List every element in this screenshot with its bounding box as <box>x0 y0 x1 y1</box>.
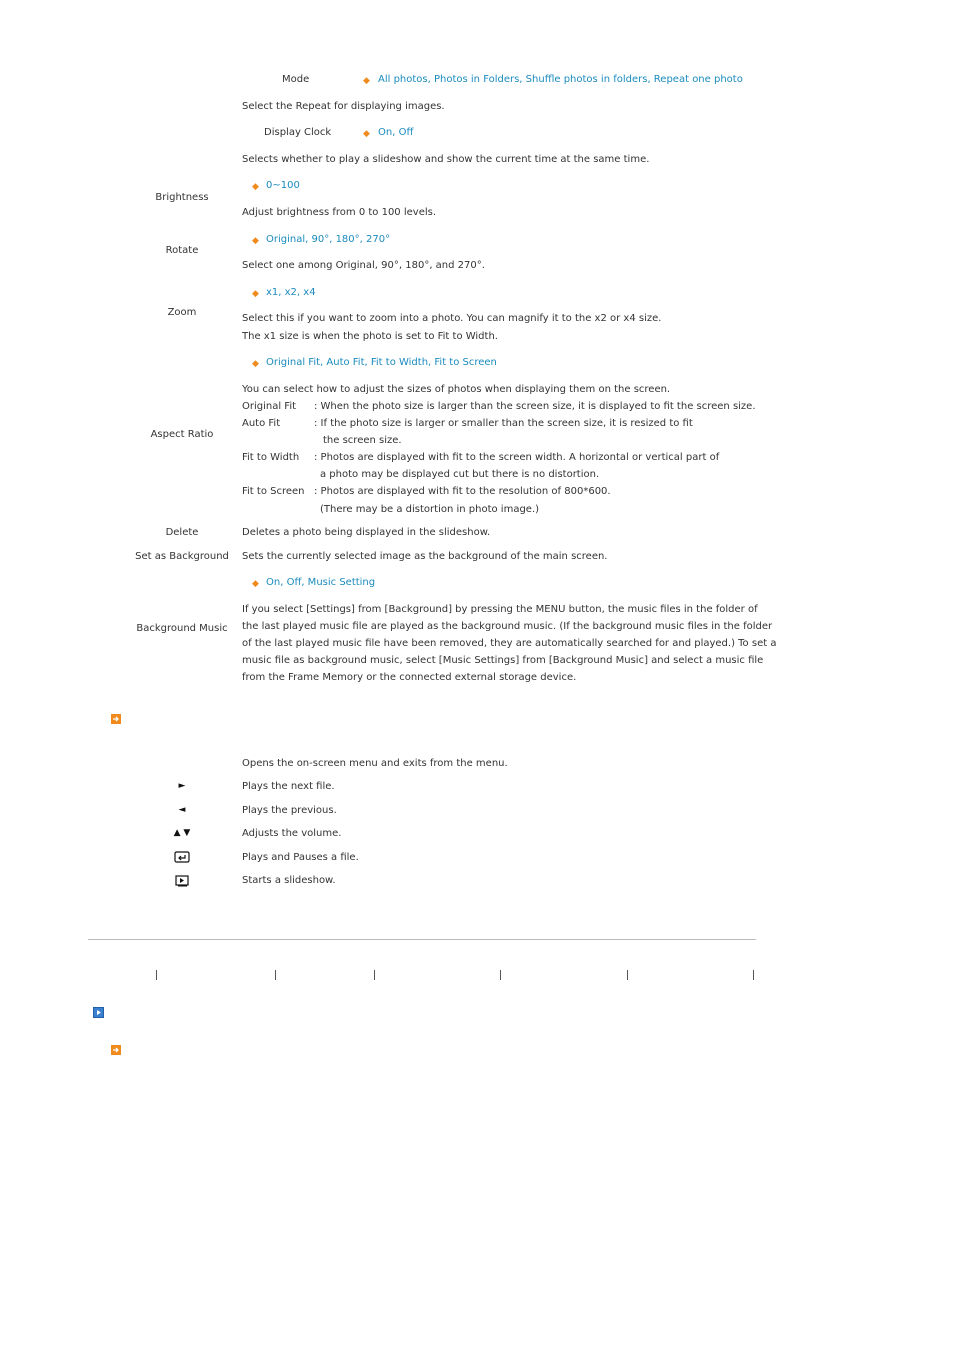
mode-label: Mode <box>282 74 310 85</box>
aspect-ratio-intro: You can select how to adjust the sizes of photos when displaying them on the screen. <box>242 384 671 395</box>
arrow-right-icon[interactable] <box>111 1045 121 1055</box>
nav-separator <box>374 970 375 980</box>
display-clock-description: Selects whether to play a slideshow and show the current time at the same time. <box>242 154 650 165</box>
background-music-label: Background Music <box>136 623 228 634</box>
aspect-term-fit-to-width: Fit to Width <box>242 452 300 463</box>
mode-description: Select the Repeat for displaying images. <box>242 101 445 112</box>
set-as-background-description: Sets the currently selected image as the background of the main screen. <box>242 551 608 562</box>
rotate-options: Original, 90°, 180°, 270° <box>266 234 391 245</box>
delete-description: Deletes a photo being displayed in the slideshow. <box>242 527 491 538</box>
rotate-label: Rotate <box>165 245 199 256</box>
bullet-icon: ◆ <box>252 236 259 246</box>
aspect-desc: : Photos are displayed with fit to the screen width. A horizontal or vertical part of <box>314 452 720 463</box>
previous-button-description: Plays the previous. <box>242 805 337 816</box>
brightness-description: Adjust brightness from 0 to 100 levels. <box>242 207 437 218</box>
background-music-text: If you select [Settings] from [Background] by pressing the MENU button, the music files in the folder of <box>242 604 758 615</box>
background-music-text: of the last played music file have been removed, they are automatically searched for and played.) To set a <box>242 638 777 649</box>
zoom-description-1: Select this if you want to zoom into a photo. You can magnify it to the x2 or x4 size. <box>242 313 662 324</box>
zoom-label: Zoom <box>167 307 197 318</box>
aspect-desc: : Photos are displayed with fit to the resolution of 800*600. <box>314 486 611 497</box>
aspect-desc: the screen size. <box>323 435 402 446</box>
aspect-desc: : When the photo size is larger than the screen size, it is displayed to fit the screen size. <box>314 401 756 412</box>
aspect-term-fit-to-screen: Fit to Screen <box>242 486 305 497</box>
slideshow-button-description: Starts a slideshow. <box>242 875 336 886</box>
nav-separator <box>627 970 628 980</box>
bullet-icon: ◆ <box>363 76 370 86</box>
bullet-icon: ◆ <box>252 182 259 192</box>
menu-button-description: Opens the on-screen menu and exits from the menu. <box>242 758 508 769</box>
footer-divider <box>88 939 756 940</box>
bullet-icon: ◆ <box>252 359 259 369</box>
background-music-options: On, Off, Music Setting <box>266 577 376 588</box>
enter-button-description: Plays and Pauses a file. <box>242 852 359 863</box>
background-music-text: music file as background music, select [Music Settings] from [Background Music] and select a music file <box>242 655 764 666</box>
brightness-options: 0~100 <box>266 180 300 191</box>
background-music-text: from the Frame Memory or the connected external storage device. <box>242 672 577 683</box>
play-icon[interactable] <box>93 1007 104 1018</box>
display-clock-options: On, Off <box>378 127 414 138</box>
nav-separator <box>500 970 501 980</box>
background-music-text: the last played music file are played as the background music. (If the background music files in the folder <box>242 621 773 632</box>
next-button-description: Plays the next file. <box>242 781 335 792</box>
mode-options: All photos, Photos in Folders, Shuffle photos in folders, Repeat one photo <box>378 74 743 85</box>
aspect-ratio-options: Original Fit, Auto Fit, Fit to Width, Fit to Screen <box>266 357 497 368</box>
next-button-icon: ► <box>178 781 186 791</box>
display-clock-label: Display Clock <box>264 127 332 138</box>
bullet-icon: ◆ <box>252 579 259 589</box>
zoom-options: x1, x2, x4 <box>266 287 316 298</box>
bullet-icon: ◆ <box>252 289 259 299</box>
enter-button-icon <box>174 851 190 863</box>
nav-separator <box>156 970 157 980</box>
bullet-icon: ◆ <box>363 129 370 139</box>
arrow-right-icon[interactable] <box>111 714 121 724</box>
aspect-desc: : If the photo size is larger or smaller than the screen size, it is resized to fit <box>314 418 693 429</box>
aspect-desc: a photo may be displayed cut but there is no distortion. <box>320 469 600 480</box>
delete-label: Delete <box>165 527 199 538</box>
nav-separator <box>753 970 754 980</box>
aspect-ratio-label: Aspect Ratio <box>150 429 214 440</box>
nav-separator <box>275 970 276 980</box>
volume-buttons-description: Adjusts the volume. <box>242 828 342 839</box>
brightness-label: Brightness <box>155 192 209 203</box>
aspect-term-original-fit: Original Fit <box>242 401 297 412</box>
set-as-background-label: Set as Background <box>135 551 229 562</box>
zoom-description-2: The x1 size is when the photo is set to Fit to Width. <box>242 331 498 342</box>
previous-button-icon: ◄ <box>178 805 186 815</box>
volume-buttons-icon: ▲ ▼ <box>173 828 191 838</box>
aspect-term-auto-fit: Auto Fit <box>242 418 281 429</box>
slideshow-button-icon <box>175 875 189 887</box>
rotate-description: Select one among Original, 90°, 180°, and 270°. <box>242 260 485 271</box>
aspect-desc: (There may be a distortion in photo image.) <box>320 504 540 515</box>
